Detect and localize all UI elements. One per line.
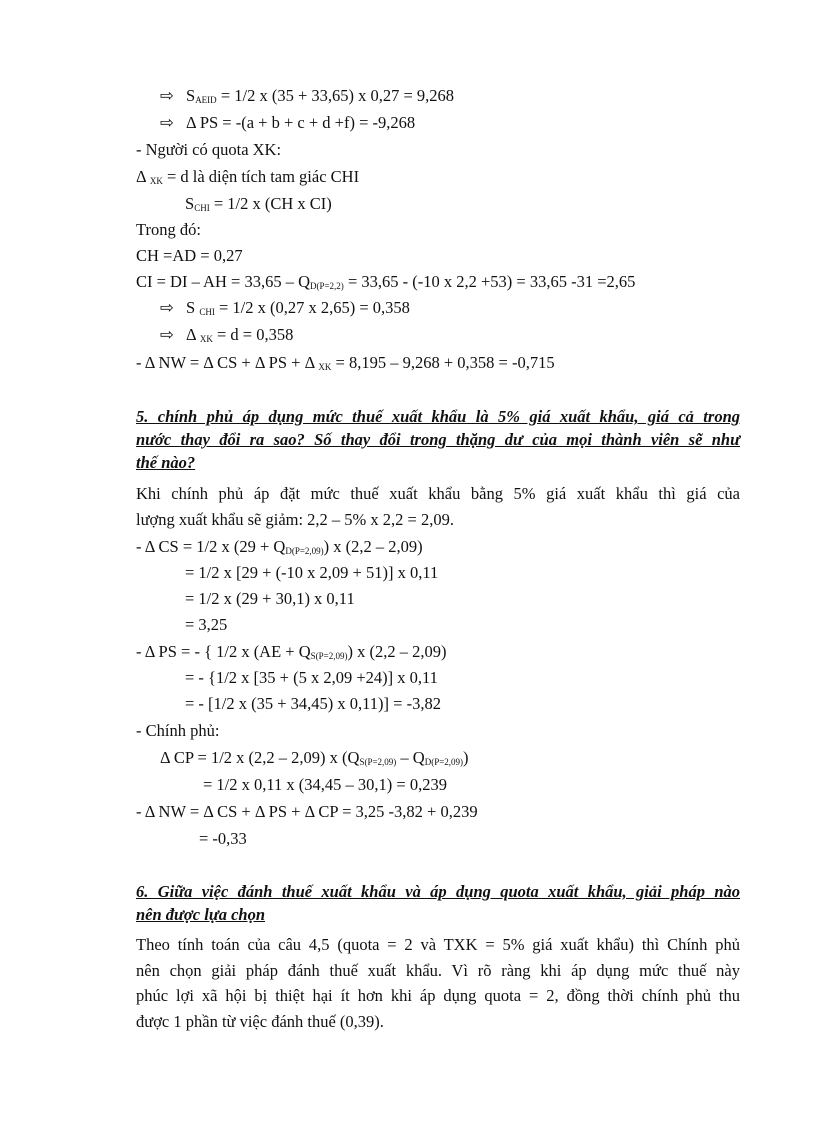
calc-line-delta-xk-def: Δ $_{XK}$ = d là diện tích tam giác CHI: [136, 167, 360, 186]
calc-line-delta-nw-tax: - Δ NW = Δ CS + Δ PS + Δ CP = 3,25 -3,82 + 0,239: [136, 802, 478, 821]
calc-line-ps-result: = - [1/2 x (35 + 34,45) x 0,11)] = -3,82: [185, 694, 441, 713]
implies-arrow-icon: ⇨: [160, 113, 174, 132]
where-label: Trong đó:: [136, 220, 201, 239]
calc-line-schi-formula: $S_{CHI} = 1/2$ x (CH x CI): [185, 194, 332, 213]
calc-line-cs-step2: = 1/2 x [29 + (-10 x 2,09 + 51)] x 0,11: [185, 563, 439, 582]
calc-line-delta-ps-tax: - Δ PS = - { 1/2 x $(AE + Q_{S(P=2,09)})$ x (2,2 – 2,09): [136, 642, 447, 661]
calc-line-delta-nw-quota: - Δ NW = Δ CS + Δ PS + Δ $_{XK}$ = 8,195 – 9,268 + 0,358 = -0,715: [136, 353, 555, 372]
implies-arrow-icon: ⇨: [160, 298, 174, 317]
section-6-heading: 6. Giữa việc đánh thuế xuất khẩu và áp dụng quota xuất khẩu, giải pháp nào nên được lựa chọn: [136, 882, 740, 924]
calc-line-cs-step3: = 1/2 x (29 + 30,1) x 0,11: [185, 589, 355, 608]
quota-holder-label: - Người có quota XK:: [136, 140, 282, 159]
section-5-heading: 5. chính phủ áp dụng mức thuế xuất khẩu là 5% giá xuất khẩu, giá cả trong nước thay đổi ra sao? Số thay đổi trong thặng dư của mọi thành viên sẽ như thế nào?: [136, 407, 740, 472]
calc-line-schi-value: ⇨ S $_{CHI}$ = 1/2 x (0,27 x 2,65) = 0,358: [160, 298, 410, 317]
implies-arrow-icon: ⇨: [160, 86, 174, 105]
calc-line-delta-cp: Δ CP = 1/2 x (2,2 – 2,09) x $(Q_{S(P=2,09)} - Q_{D(P=2,09)})$: [160, 748, 469, 767]
calc-line-delta-ps: ⇨ Δ PS = -(a + b + c + d +f) = -9,268: [160, 113, 416, 132]
implies-arrow-icon: ⇨: [160, 325, 174, 344]
calc-line-ci: CI = DI – AH = $33,65 - Q_{D(P=2,2)} = 33,65 - (-10$ x 2,2 +53) = 33,65 -31 =2,65: [136, 272, 636, 291]
calc-line-cp-result: = 1/2 x 0,11 x (34,45 – 30,1) = 0,239: [203, 775, 447, 794]
calc-line-saeid: ⇨ $S_{AEID} = 1/2$ x (35 + 33,65) x 0,27 = 9,268: [160, 86, 455, 105]
section-6-paragraph: Theo tính toán của câu 4,5 (quota = 2 và TXK = 5% giá xuất khẩu) thì Chính phủ nên chọn giải pháp đánh thuế xuất khẩu. Vì rõ ràng khi áp dụng mức thuế này phúc lợi xã hội bị thiệt hại ít hơn khi áp dụng quota = 2, đồng thời chính phủ thu được 1 phần từ việc đánh thuế (0,39).: [136, 935, 740, 1031]
calc-line-ch: CH =AD = 0,27: [136, 246, 243, 265]
section-5-intro: Khi chính phủ áp đặt mức thuế xuất khẩu bằng 5% giá xuất khẩu thì giá của lượng xuất khẩu sẽ giảm: 2,2 – 5% x 2,2 = 2,09.: [136, 484, 740, 529]
calc-line-delta-xk-value: ⇨ Δ $_{XK}$ = d = 0,358: [160, 325, 294, 344]
calc-line-cs-result: = 3,25: [185, 615, 228, 634]
calc-line-nw-result: = -0,33: [199, 829, 247, 848]
calc-line-ps-step2: = - {1/2 x [35 + (5 x 2,09 +24)] x 0,11: [185, 668, 438, 687]
calc-line-delta-cs: - Δ CS = 1/2 x $(29 + Q_{D(P=2,09)})$ x (2,2 – 2,09): [136, 537, 423, 556]
government-label: - Chính phủ:: [136, 721, 220, 740]
